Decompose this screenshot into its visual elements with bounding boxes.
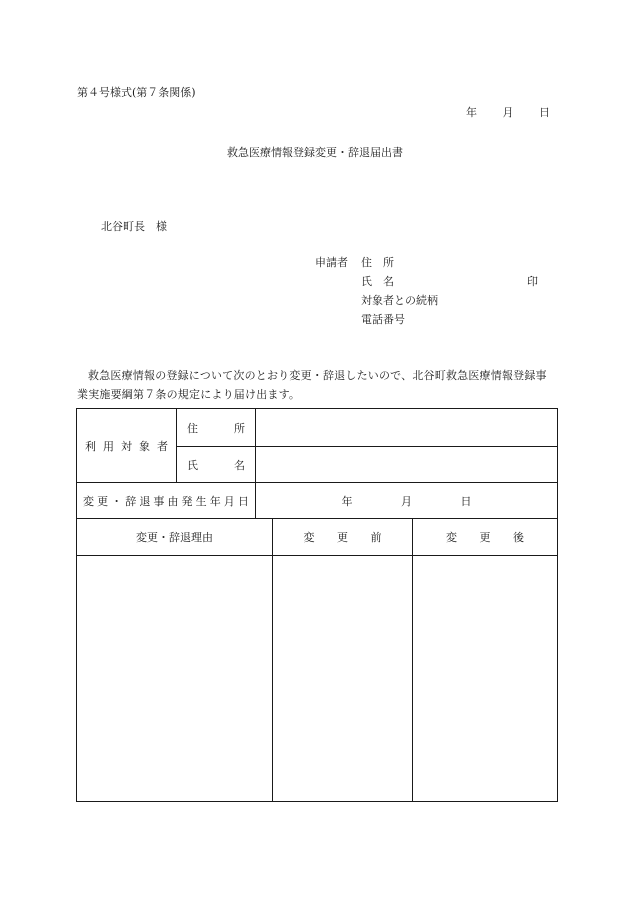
notification-table [76,408,558,802]
address-label-char: 所 [234,421,245,435]
address-label-cell [177,409,256,447]
document-title: 救急医療情報登録変更・辞退届出書 [227,146,403,159]
date-label [83,493,249,509]
date-label-char: 由 [167,494,179,508]
date-fields [342,493,472,509]
date-label-char: 日 [237,494,249,508]
before-header-char: 更 [337,531,348,544]
target-label-char: 用 [103,439,114,453]
target-label [85,438,168,454]
date-label-char: 辞 [125,494,137,508]
target-label-char: 者 [157,439,168,453]
name-label-cell [177,447,256,483]
date-label-char: 退 [139,494,151,508]
name-label-char: 氏 [187,458,198,472]
date-label-char: ・ [111,494,123,508]
after-header-char: 更 [479,531,491,544]
name-label [187,457,245,473]
target-label-char: 対 [121,439,132,453]
after-value-cell[interactable] [413,556,558,802]
applicant-phone-label: 電話番号 [361,313,405,326]
date-label-char: 発 [181,494,193,508]
date-label-char: 変 [83,494,94,508]
applicant-label: 申請者 [315,256,348,269]
name-value-cell[interactable] [256,447,558,483]
before-header [304,529,382,545]
date-label-char: 更 [97,494,109,508]
date-day: 日 [460,494,472,508]
header-date-year: 年 [466,106,477,119]
address-label [187,420,245,436]
target-label-char: 利 [85,439,96,453]
before-value-cell[interactable] [273,556,413,802]
date-value-cell[interactable] [256,483,558,519]
date-year: 年 [341,494,353,508]
before-header-cell [273,519,413,556]
applicant-address-label: 住 所 [361,256,394,269]
addressee: 北谷町長 様 [101,220,167,233]
header-date-month: 月 [502,106,514,119]
date-label-char: 月 [223,494,235,508]
reason-value-cell[interactable] [77,556,273,802]
date-label-char: 生 [195,494,207,508]
date-label-char: 年 [209,494,221,508]
header-date-day: 日 [539,106,550,119]
date-label-cell [77,483,256,519]
target-label-char: 象 [139,439,150,453]
after-header-char: 後 [513,531,524,544]
address-label-char: 住 [187,421,198,435]
date-month: 月 [401,494,412,508]
after-header [446,529,524,545]
before-header-char: 前 [370,531,382,544]
body-text: 救急医療情報の登録について次のとおり変更・辞退したいので、北谷町救急医療情報登録事業実施要綱第７条の規定により届け出ます。 [77,369,547,401]
form-number: 第４号様式(第７条関係) [77,86,196,99]
applicant-name-label: 氏 名 [361,275,394,288]
after-header-char: 変 [446,531,457,544]
before-header-char: 変 [303,531,315,544]
target-label-cell [77,409,177,483]
applicant-relation-label: 対象者との続柄 [361,294,438,307]
after-header-cell [413,519,558,556]
seal-mark: 印 [527,275,538,288]
reason-header: 変更・辞退理由 [77,519,273,556]
header-date [466,104,550,120]
address-value-cell[interactable] [256,409,558,447]
date-label-char: 事 [153,494,165,508]
name-label-char: 名 [234,458,245,472]
